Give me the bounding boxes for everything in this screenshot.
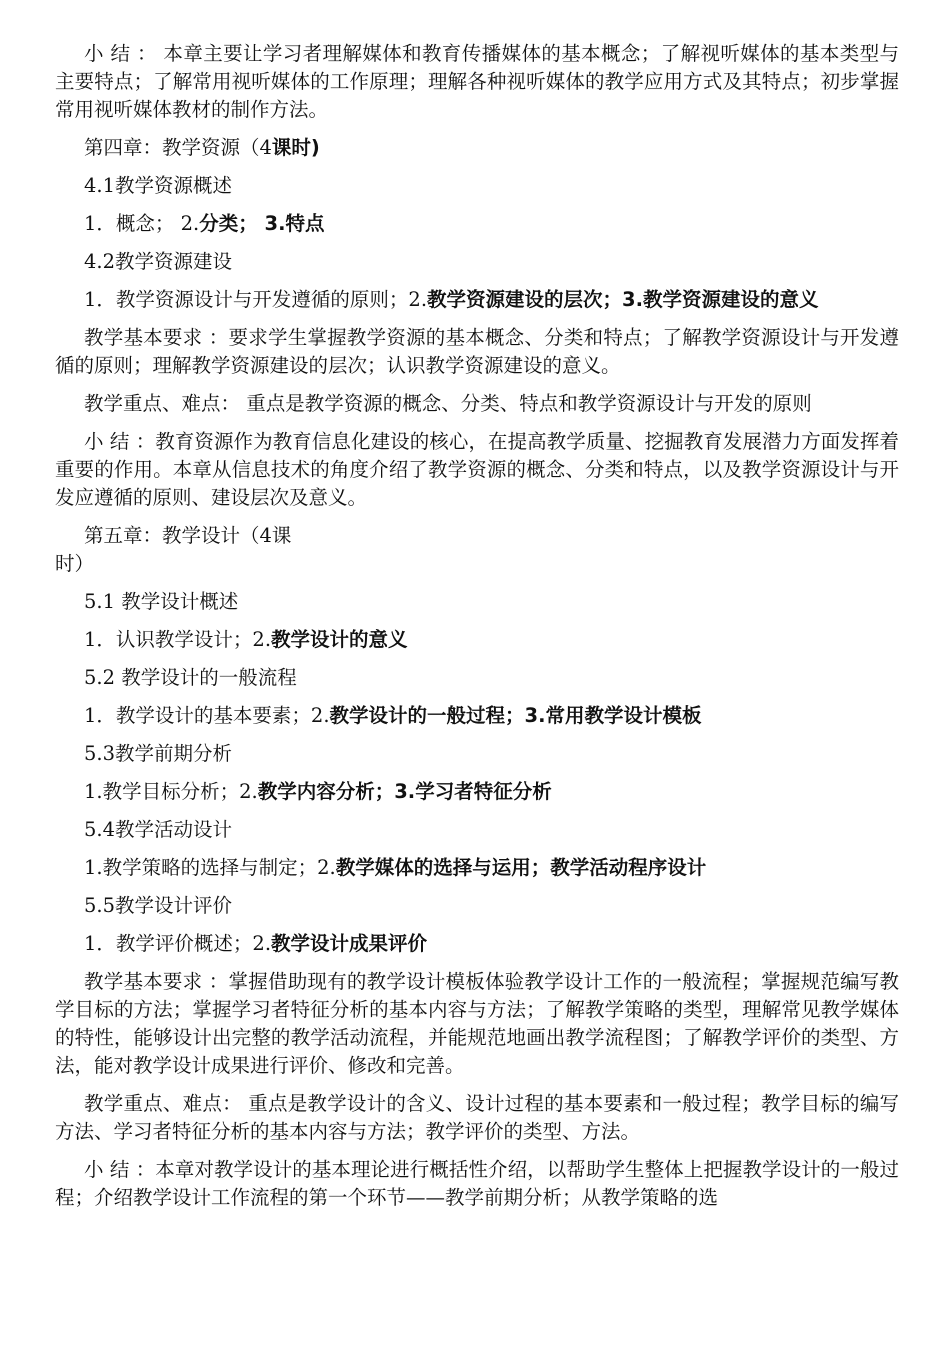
section-5-2-items bbox=[55, 702, 899, 730]
chapter4-title bbox=[55, 134, 899, 162]
section-5-4-items-rest: 教学媒体的选择与运用；教学活动程序设计 bbox=[335, 856, 707, 879]
section-5-5-items bbox=[55, 930, 899, 958]
chapter5-title-line2: 时） bbox=[55, 552, 95, 575]
chapter4-title-hours: 课时) bbox=[271, 136, 320, 159]
chapter5-title-line1: 第五章：教学设计（4课 bbox=[84, 524, 292, 547]
section-5-5-title: 5.5教学设计评价 bbox=[84, 894, 233, 917]
section-5-4-items-lead: 1.教学策略的选择与制定；2. bbox=[84, 856, 336, 879]
section-5-1-items-rest: 教学设计的意义 bbox=[271, 628, 408, 651]
chapter5-key-points: 教学重点、难点： 重点是教学设计的含义、设计过程的基本要素和一般过程；教学目标的编写方法、学习者特征分析的基本内容与方法；教学评价的类型、方法。 bbox=[55, 1092, 899, 1143]
section-4-1-items bbox=[55, 210, 899, 238]
chapter4-summary: 小 结 ：教育资源作为教育信息化建设的核心，在提高教学质量、挖掘教育发展潜力方面发挥着重要的作用。本章从信息技术的角度介绍了教学资源的概念、分类和特点，以及教学资源设计与开发应遵循的原则、建设层次及意义。 bbox=[55, 430, 899, 509]
section-4-2-items-rest: 教学资源建设的层次；3.教学资源建设的意义 bbox=[427, 288, 819, 311]
section-4-1-items-lead: 1．概念； 2. bbox=[84, 212, 200, 235]
section-5-3-items-lead: 1.教学目标分析；2. bbox=[84, 780, 258, 803]
section-5-3-title: 5.3教学前期分析 bbox=[84, 742, 233, 765]
section-4-1-items-rest: 分类； 3.特点 bbox=[199, 212, 325, 235]
section-5-2-items-lead: 1．教学设计的基本要素；2. bbox=[84, 704, 330, 727]
section-5-1-items bbox=[55, 626, 899, 654]
section-5-1-items-lead: 1．认识教学设计；2. bbox=[84, 628, 272, 651]
section-4-1-title: 4.1教学资源概述 bbox=[84, 174, 233, 197]
section-5-4-title: 5.4教学活动设计 bbox=[84, 818, 233, 841]
chapter5-title bbox=[55, 522, 899, 578]
section-5-2-items-rest: 教学设计的一般过程；3.常用教学设计模板 bbox=[329, 704, 702, 727]
section-4-2-items bbox=[55, 286, 899, 314]
section-5-4-items bbox=[55, 854, 899, 882]
section-4-2-title: 4.2教学资源建设 bbox=[84, 250, 233, 273]
chapter5-requirements: 教学基本要求 ：掌握借助现有的教学设计模板体验教学设计工作的一般流程；掌握规范编写教学目标的方法；掌握学习者特征分析的基本内容与方法；了解教学策略的类型，理解常见教学媒体的特性，能够设计出完整的教学活动流程，并能规范地画出教学流程图；了解教学评价的类型、方法，能对教学设计成果进行评价、修改和完善。 bbox=[55, 970, 899, 1077]
section-5-3-items bbox=[55, 778, 899, 806]
chapter5-summary: 小 结 ：本章对教学设计的基本理论进行概括性介绍，以帮助学生整体上把握教学设计的一般过程；介绍教学设计工作流程的第一个环节——教学前期分析；从教学策略的选 bbox=[55, 1158, 899, 1209]
chapter3-summary: 小 结 ： 本章主要让学习者理解媒体和教育传播媒体的基本概念；了解视听媒体的基本类型与主要特点；了解常用视听媒体的工作原理；理解各种视听媒体的教学应用方式及其特点；初步掌握常用视听媒体教材的制作方法。 bbox=[55, 42, 899, 121]
section-5-2-title: 5.2 教学设计的一般流程 bbox=[84, 666, 297, 689]
section-5-1-title: 5.1 教学设计概述 bbox=[84, 590, 239, 613]
chapter4-requirements: 教学基本要求 ：要求学生掌握教学资源的基本概念、分类和特点；了解教学资源设计与开发遵循的原则；理解教学资源建设的层次；认识教学资源建设的意义。 bbox=[55, 326, 899, 377]
section-5-3-items-rest: 教学内容分析；3.学习者特征分析 bbox=[257, 780, 552, 803]
section-5-5-items-lead: 1．教学评价概述；2. bbox=[84, 932, 272, 955]
chapter4-key-points: 教学重点、难点： 重点是教学资源的概念、分类、特点和教学资源设计与开发的原则 bbox=[84, 392, 812, 415]
section-4-2-items-lead: 1．教学资源设计与开发遵循的原则；2. bbox=[84, 288, 428, 311]
chapter4-title-text: 第四章：教学资源（4 bbox=[84, 136, 272, 159]
section-5-5-items-rest: 教学设计成果评价 bbox=[271, 932, 428, 955]
